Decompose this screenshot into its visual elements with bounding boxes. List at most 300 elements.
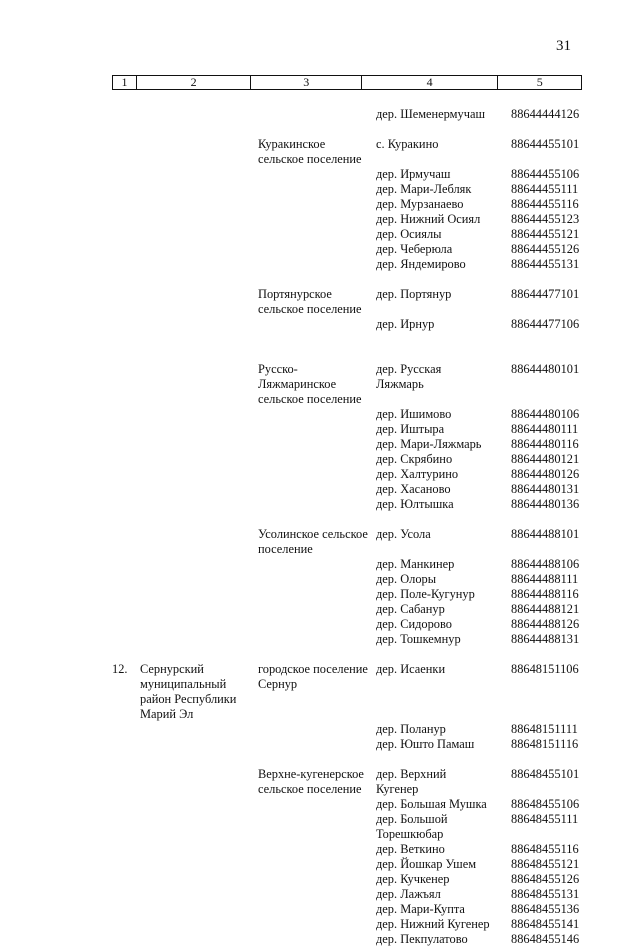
village-line: дер. Ирнур: [376, 317, 435, 331]
spacer-cell: [112, 752, 511, 767]
village-line: дер. Веткино: [376, 842, 445, 856]
code-line: [511, 782, 596, 797]
table-row: [112, 287, 596, 317]
village-name: [368, 227, 511, 242]
row-number: [112, 527, 140, 557]
district-name: [140, 167, 252, 182]
table-row: [112, 527, 596, 557]
settlement-name: [252, 107, 368, 122]
settlement-name: [252, 167, 368, 182]
row-number: [112, 452, 140, 467]
code-line: 88648455106: [511, 797, 580, 811]
district-name: [140, 737, 252, 752]
village-name: [368, 482, 511, 497]
oktmo-code: [511, 137, 596, 167]
spacer-cell: [112, 332, 511, 347]
oktmo-code: [511, 842, 596, 857]
oktmo-code: [511, 887, 596, 902]
village-line: дер. Хасаново: [376, 482, 451, 496]
table-row: [112, 227, 596, 242]
row-number: [112, 572, 140, 587]
spacer-row: [112, 347, 596, 362]
row-number: [112, 737, 140, 752]
row-number: [112, 437, 140, 452]
village-name: [368, 362, 511, 407]
code-line: 88644455123: [511, 212, 580, 226]
table-row: [112, 572, 596, 587]
code-line: 88644488106: [511, 557, 580, 571]
spacer-row: [112, 752, 596, 767]
table-row: [112, 407, 596, 422]
district-name: [140, 287, 252, 317]
settlement-name: Портянурское сельское поселение: [258, 287, 362, 316]
district-name: [140, 317, 252, 332]
table-row: [112, 362, 596, 407]
row-number: [112, 362, 140, 407]
district-name: [140, 227, 252, 242]
oktmo-code: [511, 932, 596, 947]
code-line: 88648455131: [511, 887, 580, 901]
village-line: дер. Лажъял: [376, 887, 441, 901]
code-line: [511, 827, 596, 842]
settlement-name: [252, 557, 368, 572]
header-cell-5: 5: [536, 75, 543, 89]
village-name: [368, 662, 511, 722]
district-name: [140, 902, 252, 917]
code-line: 88644480131: [511, 482, 580, 496]
code-line: 88648151111: [511, 722, 578, 736]
village-line: дер. Тошкемнур: [376, 632, 461, 646]
village-name: [368, 167, 511, 182]
row-number: [112, 917, 140, 932]
district-name: [140, 557, 252, 572]
settlement-name: [252, 812, 368, 842]
row-number: [112, 317, 140, 332]
district-name: [140, 362, 252, 407]
settlement-name: [252, 737, 368, 752]
oktmo-code: [511, 917, 596, 932]
header-cell-4: 4: [362, 76, 498, 89]
settlement-name: [252, 917, 368, 932]
header-cell-2: 2: [137, 76, 252, 89]
table-row: [112, 482, 596, 497]
village-name: [368, 407, 511, 422]
village-name: [368, 527, 511, 557]
spacer-cell: [112, 647, 511, 662]
code-line: 88644455101: [511, 137, 580, 151]
row-number: [112, 632, 140, 647]
code-line: 88648455141: [511, 917, 580, 931]
table-row: [112, 167, 596, 182]
row-number: [112, 857, 140, 872]
settlements-table: [112, 107, 596, 947]
code-line: 88644488101: [511, 527, 580, 541]
code-line: 88648151116: [511, 737, 579, 751]
district-name: [140, 917, 252, 932]
table-row: [112, 842, 596, 857]
table-row: [112, 317, 596, 332]
village-name: [368, 797, 511, 812]
code-line: 88644455111: [511, 182, 579, 196]
village-name: [368, 587, 511, 602]
code-line: 88644480111: [511, 422, 579, 436]
table-row: [112, 737, 596, 752]
village-name: [368, 197, 511, 212]
table-row: [112, 932, 596, 947]
page-number: 31: [556, 38, 571, 54]
settlement-name: [252, 857, 368, 872]
district-name: [140, 617, 252, 632]
row-number: [112, 587, 140, 602]
settlement-name: [252, 587, 368, 602]
village-name: [368, 257, 511, 272]
district-name: [140, 527, 252, 557]
village-line: дер. Скрябино: [376, 452, 453, 466]
spacer-row: [112, 647, 596, 662]
table-row: [112, 557, 596, 572]
settlement-name: Русско-Ляжмаринское сельское поселение: [258, 362, 362, 406]
district-name: [140, 572, 252, 587]
row-number: [112, 767, 140, 797]
oktmo-code: [511, 167, 596, 182]
oktmo-code: [511, 197, 596, 212]
oktmo-code: [511, 182, 596, 197]
settlement-name: Куракинское сельское поселение: [258, 137, 362, 166]
spacer-cell: [112, 347, 511, 362]
settlement-name: городское поселение Сернур: [258, 662, 368, 691]
village-line: с. Куракино: [376, 137, 439, 151]
village-line: дер. Ирмучаш: [376, 167, 451, 181]
district-name: [140, 467, 252, 482]
row-number: [112, 287, 140, 317]
oktmo-code: [511, 482, 596, 497]
row-number: [112, 932, 140, 947]
code-line: 88644480126: [511, 467, 580, 481]
code-line: 88648455126: [511, 872, 580, 886]
district-name: [140, 872, 252, 887]
row-number: [112, 212, 140, 227]
village-name: [368, 737, 511, 752]
row-number: [112, 722, 140, 737]
table-row: [112, 452, 596, 467]
settlement-name: [252, 902, 368, 917]
village-line: дер. Юлтышка: [376, 497, 454, 511]
table-row: [112, 662, 596, 722]
table-row: [112, 812, 596, 842]
oktmo-code: [511, 212, 596, 227]
settlement-name: [252, 872, 368, 887]
row-number: [112, 182, 140, 197]
code-line: 88644455131: [511, 257, 580, 271]
village-line: Кугенер: [376, 782, 419, 796]
settlement-name: [252, 482, 368, 497]
village-line: дер. Осиялы: [376, 227, 442, 241]
row-number: [112, 137, 140, 167]
village-name: [368, 212, 511, 227]
code-line: 88644488131: [511, 632, 580, 646]
village-name: [368, 242, 511, 257]
oktmo-code: [511, 662, 596, 722]
settlement-name: [252, 197, 368, 212]
district-name: [140, 632, 252, 647]
oktmo-code: [511, 317, 596, 332]
row-number: [112, 167, 140, 182]
code-line: 88644444126: [511, 107, 580, 121]
village-name: [368, 467, 511, 482]
code-line: 88644455126: [511, 242, 580, 256]
oktmo-code: [511, 812, 596, 842]
village-line: дер. Сидорово: [376, 617, 452, 631]
row-number: [112, 257, 140, 272]
row-number: [112, 887, 140, 902]
settlement-name: [252, 632, 368, 647]
village-line: дер. Иштыра: [376, 422, 445, 436]
code-line: 88644488116: [511, 587, 579, 601]
district-name: [140, 197, 252, 212]
village-name: [368, 842, 511, 857]
district-name: [140, 812, 252, 842]
village-name: [368, 617, 511, 632]
village-name: [368, 137, 511, 167]
oktmo-code: [511, 452, 596, 467]
settlement-name: [252, 887, 368, 902]
settlement-name: [252, 317, 368, 332]
settlement-name: [252, 617, 368, 632]
table-row: [112, 797, 596, 812]
row-number: [112, 497, 140, 512]
row-number: [112, 197, 140, 212]
header-cell-3: 3: [251, 76, 362, 89]
oktmo-code: [511, 362, 596, 407]
district-name: [140, 137, 252, 167]
settlement-name: [252, 467, 368, 482]
code-line: 88644480116: [511, 437, 579, 451]
settlement-name: [252, 212, 368, 227]
row-number: [112, 407, 140, 422]
settlement-name: [252, 257, 368, 272]
village-line: дер. Олоры: [376, 572, 437, 586]
settlement-name: [252, 242, 368, 257]
code-line: 88648455101: [511, 767, 580, 781]
oktmo-code: [511, 527, 596, 557]
settlement-name: [252, 452, 368, 467]
village-line: дер. Поле-Кугунур: [376, 587, 475, 601]
spacer-cell: [112, 512, 511, 527]
district-name: [140, 722, 252, 737]
district-name: [140, 212, 252, 227]
village-line: дер. Манкинер: [376, 557, 455, 571]
table-row: [112, 107, 596, 122]
code-line: 88644480121: [511, 452, 580, 466]
village-line: Ляжмарь: [376, 377, 424, 391]
table-row: [112, 602, 596, 617]
district-name: [140, 107, 252, 122]
village-name: [368, 452, 511, 467]
code-line: 88644477106: [511, 317, 580, 331]
village-name: [368, 872, 511, 887]
table-row: [112, 422, 596, 437]
oktmo-code: [511, 437, 596, 452]
oktmo-code: [511, 242, 596, 257]
district-name: [140, 587, 252, 602]
village-name: [368, 287, 511, 317]
oktmo-code: [511, 107, 596, 122]
code-line: 88644477101: [511, 287, 580, 301]
village-name: [368, 812, 511, 842]
village-line: дер. Пекпулатово: [376, 932, 468, 946]
village-name: [368, 437, 511, 452]
table-row: [112, 467, 596, 482]
spacer-cell: [112, 272, 511, 287]
settlement-name: [252, 422, 368, 437]
table-row: [112, 437, 596, 452]
oktmo-code: [511, 902, 596, 917]
district-name: [140, 602, 252, 617]
row-number: [112, 227, 140, 242]
row-number: [112, 107, 140, 122]
oktmo-code: [511, 287, 596, 317]
village-name: [368, 557, 511, 572]
spacer-row: [112, 332, 596, 347]
settlement-name: [252, 572, 368, 587]
table-row: [112, 722, 596, 737]
village-line: дер. Портянур: [376, 287, 452, 301]
row-number: [112, 602, 140, 617]
oktmo-code: [511, 797, 596, 812]
settlement-name: Верхне-кугенерское сельское поселение: [258, 767, 364, 796]
code-line: 88644480136: [511, 497, 580, 511]
village-line: дер. Мари-Лебляк: [376, 182, 472, 196]
settlement-name: [252, 797, 368, 812]
district-name: Сернурский муниципальный район Республики Марий Эл: [140, 662, 237, 721]
table-row: [112, 197, 596, 212]
oktmo-code: [511, 422, 596, 437]
oktmo-code: [511, 407, 596, 422]
table-row: [112, 767, 596, 797]
village-line: дер. Мари-Ляжмарь: [376, 437, 482, 451]
oktmo-code: [511, 602, 596, 617]
village-name: [368, 107, 511, 122]
district-name: [140, 407, 252, 422]
table-row: [112, 632, 596, 647]
district-name: [140, 767, 252, 797]
table-row: [112, 887, 596, 902]
table-row: [112, 212, 596, 227]
village-line: дер. Большой: [376, 812, 448, 826]
row-number: 12.: [112, 662, 128, 676]
code-line: 88648455116: [511, 842, 579, 856]
table-row: [112, 257, 596, 272]
spacer-row: [112, 272, 596, 287]
village-line: дер. Ишимово: [376, 407, 452, 421]
village-line: дер. Большая Мушка: [376, 797, 487, 811]
oktmo-code: [511, 572, 596, 587]
row-number: [112, 902, 140, 917]
village-name: [368, 902, 511, 917]
district-name: [140, 857, 252, 872]
row-number: [112, 617, 140, 632]
district-name: [140, 797, 252, 812]
village-line: дер. Халтурино: [376, 467, 459, 481]
oktmo-code: [511, 497, 596, 512]
village-name: [368, 632, 511, 647]
oktmo-code: [511, 722, 596, 737]
village-line: Торешкюбар: [376, 827, 444, 841]
oktmo-code: [511, 617, 596, 632]
district-name: [140, 422, 252, 437]
code-line: 88648455111: [511, 812, 579, 826]
table-row: [112, 587, 596, 602]
code-line: 88644488111: [511, 572, 579, 586]
district-name: [140, 497, 252, 512]
settlement-name: [252, 602, 368, 617]
row-number: [112, 797, 140, 812]
village-name: [368, 182, 511, 197]
district-name: [140, 257, 252, 272]
oktmo-code: [511, 557, 596, 572]
district-name: [140, 842, 252, 857]
code-line: 88644455121: [511, 227, 580, 241]
village-line: дер. Сабанур: [376, 602, 445, 616]
code-line: 88644480106: [511, 407, 580, 421]
spacer-row: [112, 512, 596, 527]
row-number: [112, 242, 140, 257]
oktmo-code: [511, 767, 596, 797]
table-row: [112, 902, 596, 917]
village-line: дер. Яндемирово: [376, 257, 466, 271]
table-row: [112, 137, 596, 167]
village-line: дер. Юшто Памаш: [376, 737, 475, 751]
code-line: 88644455116: [511, 197, 579, 211]
oktmo-code: [511, 737, 596, 752]
district-name: [140, 182, 252, 197]
village-name: [368, 887, 511, 902]
village-name: [368, 857, 511, 872]
village-name: [368, 917, 511, 932]
village-line: дер. Поланур: [376, 722, 446, 736]
spacer-cell: [112, 122, 511, 137]
oktmo-code: [511, 872, 596, 887]
oktmo-code: [511, 467, 596, 482]
row-number: [112, 872, 140, 887]
village-line: дер. Усола: [376, 527, 431, 541]
code-line: 88644488126: [511, 617, 580, 631]
village-line: дер. Чеберюла: [376, 242, 453, 256]
table-row: [112, 917, 596, 932]
code-line: 88648455146: [511, 932, 580, 946]
code-line: 88648455136: [511, 902, 580, 916]
table-row: [112, 872, 596, 887]
settlement-name: [252, 722, 368, 737]
oktmo-code: [511, 857, 596, 872]
district-name: [140, 452, 252, 467]
village-line: дер. Исаенки: [376, 662, 446, 676]
village-line: дер. Мари-Купта: [376, 902, 465, 916]
table-row: [112, 497, 596, 512]
settlement-name: [252, 407, 368, 422]
header-cell-1: 1: [113, 76, 137, 89]
row-number: [112, 842, 140, 857]
spacer-row: [112, 122, 596, 137]
village-line: дер. Шеменермучаш: [376, 107, 485, 121]
table-row: [112, 857, 596, 872]
code-line: 88644488121: [511, 602, 580, 616]
village-line: дер. Верхний: [376, 767, 447, 781]
settlement-name: [252, 437, 368, 452]
district-name: [140, 242, 252, 257]
village-name: [368, 722, 511, 737]
row-number: [112, 557, 140, 572]
